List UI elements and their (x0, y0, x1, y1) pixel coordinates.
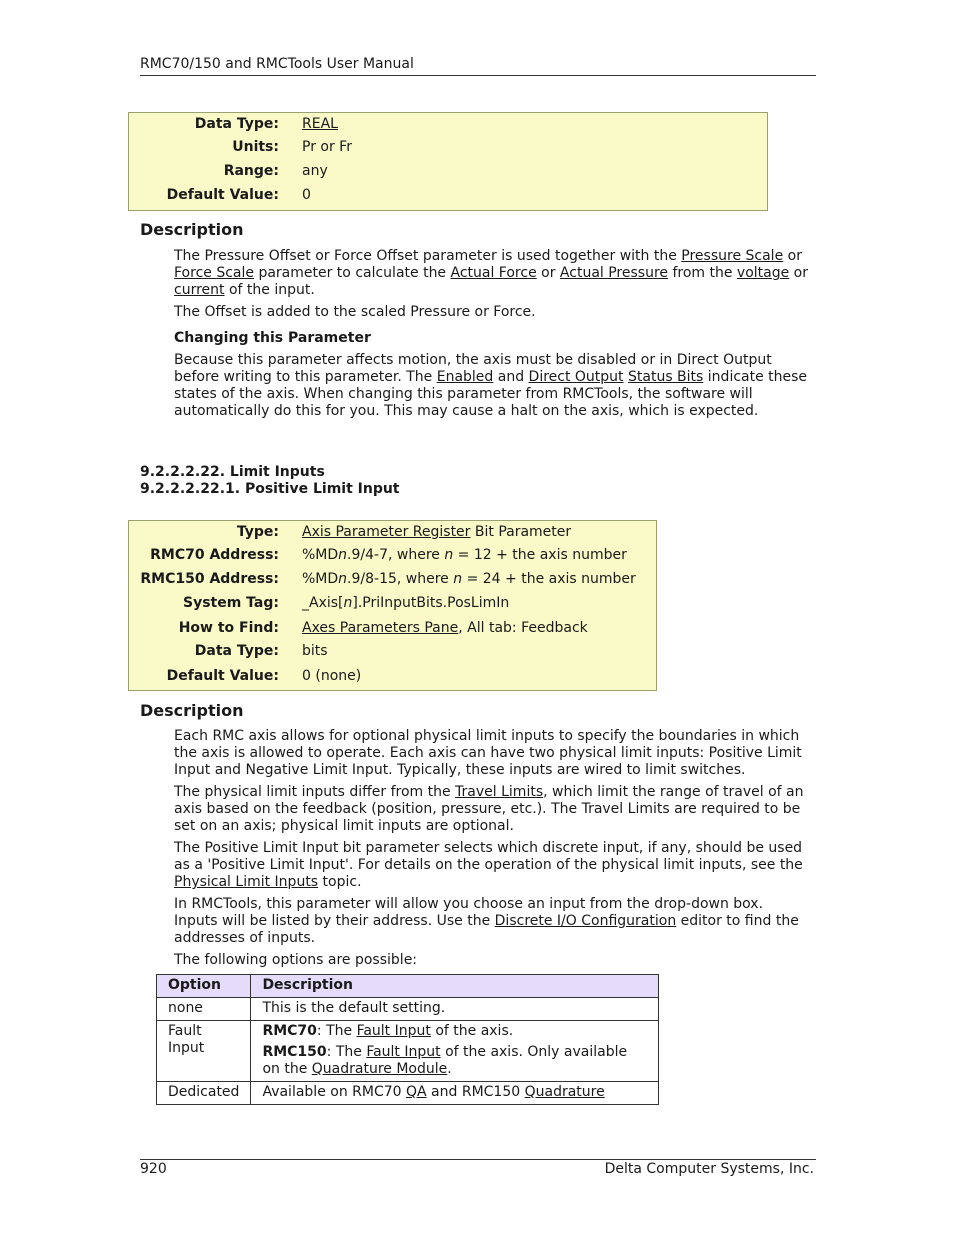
header-divider (140, 75, 816, 76)
text: n (343, 595, 353, 611)
table-row (129, 544, 656, 566)
text: Input and Negative Limit Input. Typically, these inputs are wired to limit switches. (174, 762, 746, 778)
fault-input-link[interactable]: Fault Input (356, 1023, 431, 1039)
text: Inputs will be listed by their address. Use the (174, 913, 495, 929)
discrete-io-configuration-link[interactable]: Discrete I/O Configuration (494, 913, 677, 929)
text: and (493, 369, 529, 385)
positive-limit-parameter-table (128, 520, 657, 691)
text: parameter to calculate the (254, 265, 451, 281)
text: or (783, 248, 802, 264)
text: %MD (302, 547, 339, 563)
table-header-row (157, 975, 659, 998)
text: = 24 + the axis number (462, 571, 636, 587)
row-label: How to Find: (178, 620, 279, 636)
row-label: Data Type: (194, 116, 279, 132)
table-row (129, 592, 656, 614)
text: Available on RMC70 (262, 1084, 406, 1100)
text: = 12 + the axis number (453, 547, 627, 563)
text: . (447, 1061, 452, 1077)
column-header-description: Description (251, 975, 659, 998)
row-value (302, 521, 571, 543)
text: n (453, 571, 463, 587)
enabled-link[interactable]: Enabled (436, 369, 494, 385)
row-value (302, 617, 588, 639)
text: editor to find the (676, 913, 799, 929)
text: as a 'Positive Limit Input'. For details on the operation of the physical limit inputs, see the (174, 857, 803, 873)
text: Input (168, 1040, 205, 1056)
text: , which limit the range of travel of an (543, 784, 804, 800)
text: RMC70 (262, 1023, 317, 1039)
status-bits-link[interactable]: Status Bits (628, 369, 704, 385)
text: Because this parameter affects motion, the axis must be disabled or in Direct Output (174, 352, 772, 368)
text: states of the axis. When changing this parameter from RMCTools, the software will (174, 386, 753, 402)
text: or (536, 265, 560, 281)
text: .9/8-15, where (347, 571, 454, 587)
footer-divider (140, 1159, 816, 1160)
subsection-heading: 9.2.2.2.22.1. Positive Limit Input (140, 481, 400, 497)
row-label: System Tag: (182, 595, 279, 611)
current-link[interactable]: current (174, 282, 225, 298)
page-number: 920 (140, 1161, 167, 1177)
table-row (129, 136, 767, 158)
row-value: bits (302, 643, 328, 659)
row-label: RMC150 Address: (140, 571, 279, 587)
text: addresses of inputs. (174, 930, 316, 946)
row-value (302, 592, 509, 614)
text: The physical limit inputs differ from the (174, 784, 456, 800)
text: indicate these (703, 369, 808, 385)
text: topic. (318, 874, 362, 890)
text: The Positive Limit Input bit parameter selects which discrete input, if any, should be used (174, 840, 803, 856)
row-value (302, 568, 636, 590)
text: In RMCTools, this parameter will allow you choose an input from the drop-down box. (174, 896, 764, 912)
description-paragraph (174, 840, 819, 891)
text: Fault (168, 1023, 202, 1039)
row-label: Type: (236, 524, 279, 540)
text: .9/4-7, where (347, 547, 445, 563)
text: from the (668, 265, 737, 281)
text: RMC150 (262, 1044, 327, 1060)
text: of the input. (224, 282, 315, 298)
table-row (129, 160, 767, 182)
description-paragraph (174, 784, 819, 835)
text: and RMC150 (426, 1084, 525, 1100)
offset-note: The Offset is added to the scaled Pressure or Force. (174, 304, 536, 320)
text: ].PriInputBits.PosLimIn (352, 595, 510, 611)
text: Bit Parameter (470, 524, 572, 540)
option-cell: none (157, 998, 251, 1021)
force-scale-link[interactable]: Force Scale (174, 265, 254, 281)
changing-parameter-paragraph (174, 352, 819, 420)
text: automatically do this for you. This may cause a halt on the axis, which is expected. (174, 403, 759, 419)
option-cell (157, 1021, 251, 1082)
fault-input-link[interactable]: Fault Input (366, 1044, 441, 1060)
description-paragraph (174, 896, 819, 947)
axes-parameters-pane-link[interactable]: Axes Parameters Pane (302, 620, 459, 636)
row-label: Default Value: (166, 668, 279, 684)
row-label: Default Value: (166, 187, 279, 203)
text: of the axis. (430, 1023, 514, 1039)
text: n (338, 547, 348, 563)
direct-output-link[interactable]: Direct Output (528, 369, 624, 385)
row-label: Range: (223, 163, 279, 179)
table-row (129, 184, 767, 206)
description-heading: Description (140, 220, 244, 239)
text: of the axis. Only available (440, 1044, 628, 1060)
text: The Pressure Offset or Force Offset parameter is used together with the (174, 248, 682, 264)
table-row (129, 640, 656, 662)
options-intro: The following options are possible: (174, 952, 418, 968)
actual-pressure-link[interactable]: Actual Pressure (559, 265, 669, 281)
text: Each RMC axis allows for optional physical limit inputs to specify the boundaries in which (174, 728, 800, 744)
row-value (302, 544, 627, 566)
text: : The (326, 1044, 367, 1060)
data-type-link[interactable]: REAL (302, 116, 338, 132)
page-header-title: RMC70/150 and RMCTools User Manual (140, 56, 414, 72)
changing-parameter-heading: Changing this Parameter (174, 330, 371, 346)
text: n (444, 547, 454, 563)
text: set on an axis; physical limit inputs are optional. (174, 818, 514, 834)
text: axis based on the feedback (position, pressure, etc.). The Travel Limits are required to be (174, 801, 801, 817)
description-cell: This is the default setting. (251, 998, 659, 1021)
text: %MD (302, 571, 339, 587)
text: , All tab: Feedback (458, 620, 588, 636)
option-cell: Dedicated (157, 1082, 251, 1105)
quadrature-module-link[interactable]: Quadrature Module (311, 1061, 448, 1077)
axis-parameter-register-link[interactable]: Axis Parameter Register (302, 524, 471, 540)
table-row (129, 113, 767, 135)
table-row (129, 665, 656, 687)
table-row (129, 568, 656, 590)
voltage-link[interactable]: voltage (736, 265, 790, 281)
row-value: 0 (302, 187, 311, 203)
description-cell (251, 1082, 659, 1105)
description-heading: Description (140, 701, 244, 720)
footer-company: Delta Computer Systems, Inc. (604, 1161, 814, 1177)
text: or (789, 265, 809, 281)
row-label: Units: (232, 139, 279, 155)
qa-link[interactable]: QA (406, 1084, 427, 1100)
row-label: Data Type: (194, 643, 279, 659)
options-table (156, 974, 659, 1105)
physical-limit-inputs-link[interactable]: Physical Limit Inputs (174, 874, 319, 890)
text: _Axis[ (302, 595, 344, 611)
quadrature-link[interactable]: Quadrature (524, 1084, 605, 1100)
section-heading: 9.2.2.2.22. Limit Inputs (140, 464, 325, 480)
table-row (129, 617, 656, 639)
text: on the (262, 1061, 312, 1077)
table-row (157, 998, 659, 1021)
table-row (129, 521, 656, 543)
text: n (338, 571, 348, 587)
description-paragraph (174, 248, 819, 299)
row-label: RMC70 Address: (150, 547, 279, 563)
table-row (157, 1021, 659, 1082)
text: the axis is allowed to operate. Each axis can have two physical limit inputs: Positive Limit (174, 745, 802, 761)
text: : The (316, 1023, 357, 1039)
actual-force-link[interactable]: Actual Force (450, 265, 537, 281)
description-paragraph (174, 728, 819, 779)
column-header-option: Option (157, 975, 251, 998)
top-parameter-table (128, 112, 768, 211)
description-cell (251, 1021, 659, 1082)
pressure-scale-link[interactable]: Pressure Scale (681, 248, 784, 264)
row-value: Pr or Fr (302, 139, 352, 155)
travel-limits-link[interactable]: Travel Limits (455, 784, 544, 800)
row-value: any (302, 163, 328, 179)
text: before writing to this parameter. The (174, 369, 437, 385)
row-value: 0 (none) (302, 668, 362, 684)
table-row (157, 1082, 659, 1105)
